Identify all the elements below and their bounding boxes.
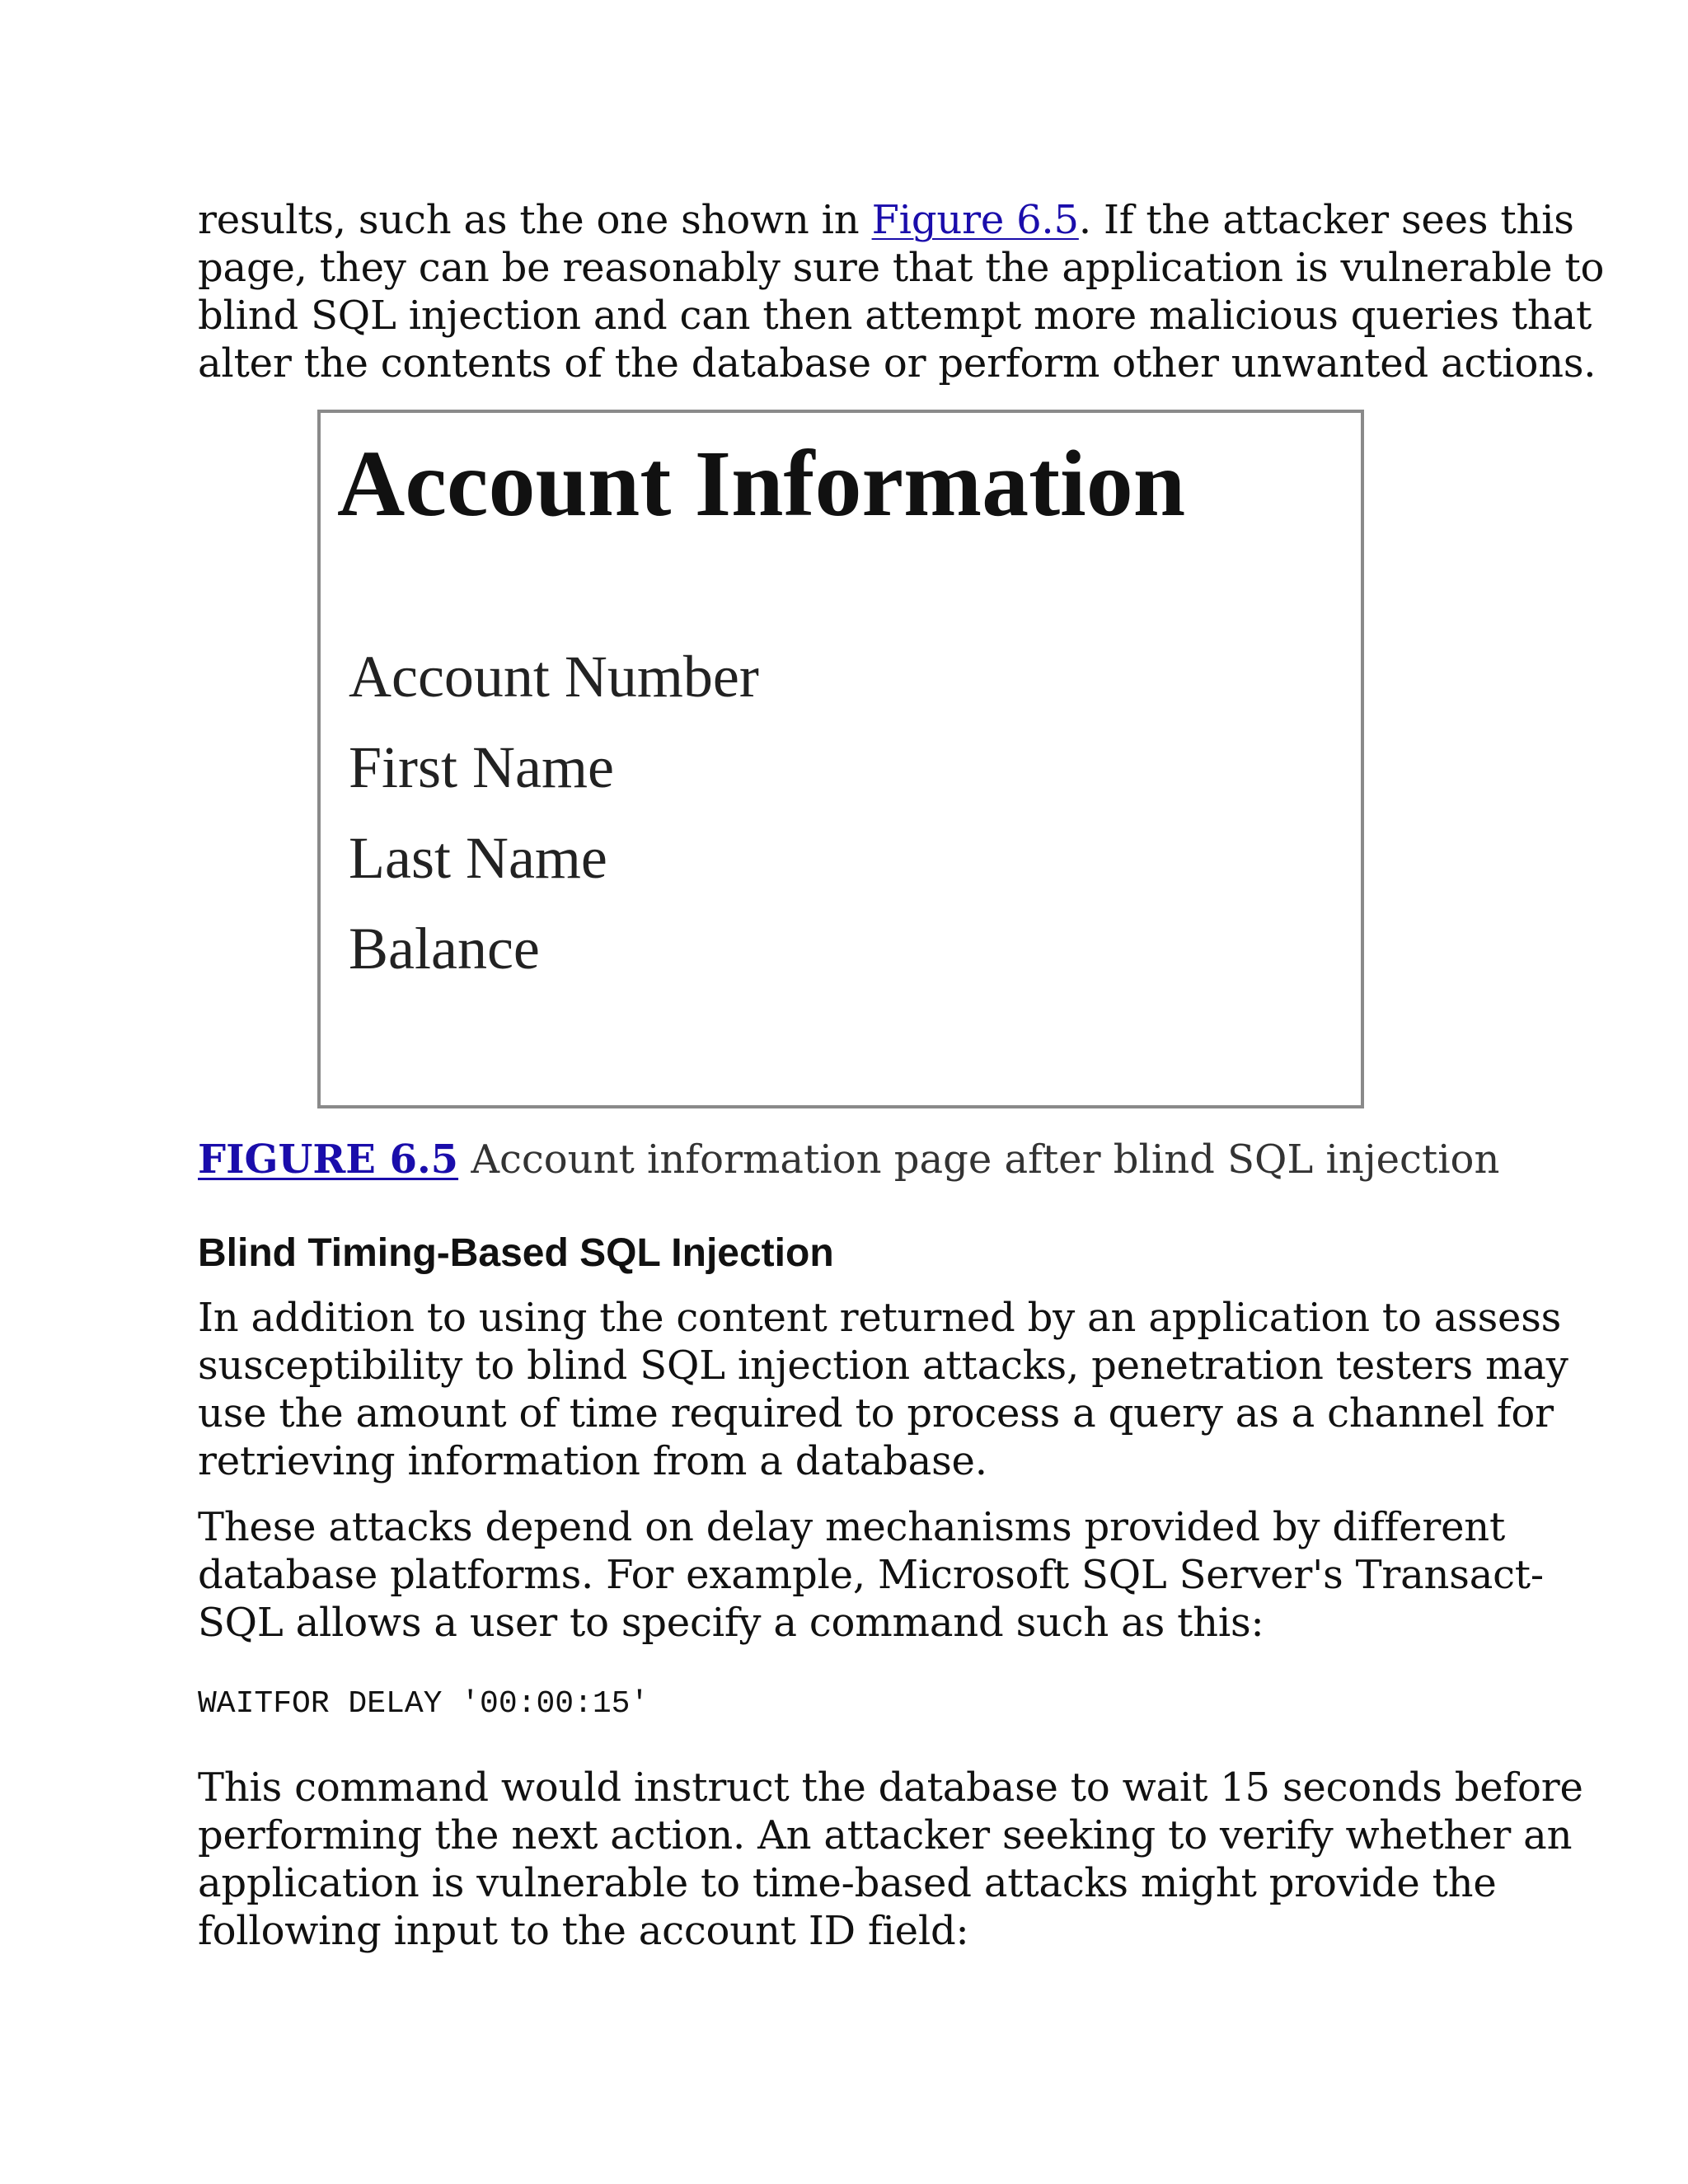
figure-6-5-link[interactable]: Figure 6.5 <box>871 197 1079 243</box>
intro-line-3: blind SQL injection and can then attempt more malicious queries that <box>198 293 1592 339</box>
intro-text-after-link: . If the attacker sees this <box>1078 197 1574 243</box>
intro-line-1 <box>198 196 1574 244</box>
section-heading: Blind Timing-Based SQL Injection <box>198 1231 834 1275</box>
section-paragraph-1 <box>198 1294 1568 1485</box>
figure-title: Account Information <box>337 431 1186 536</box>
figure-caption <box>198 1136 1499 1183</box>
section-paragraph-3 <box>198 1764 1583 1955</box>
figure-caption-label[interactable]: FIGURE 6.5 <box>198 1137 459 1183</box>
field-balance: Balance <box>349 916 540 982</box>
intro-line-2: page, they can be reasonably sure that the application is vulnerable to <box>198 245 1605 291</box>
intro-text: results, such as the one shown in <box>198 197 872 243</box>
section-paragraph-2 <box>198 1503 1544 1647</box>
figure-caption-text: Account information page after blind SQL injection <box>458 1137 1500 1183</box>
para2-line: database platforms. For example, Microsoft SQL Server's Transact- <box>198 1552 1544 1598</box>
field-first-name: First Name <box>349 734 614 800</box>
para3-line: This command would instruct the database to wait 15 seconds before <box>198 1765 1583 1811</box>
para1-line: retrieving information from a database. <box>198 1438 987 1484</box>
para3-line: following input to the account ID field: <box>198 1908 969 1954</box>
para1-line: In addition to using the content returned by an application to assess <box>198 1295 1562 1341</box>
field-account-number: Account Number <box>349 644 759 710</box>
para1-line: susceptibility to blind SQL injection attacks, penetration testers may <box>198 1343 1568 1389</box>
account-information-figure <box>317 410 1364 1108</box>
intro-paragraph <box>198 196 1605 387</box>
para3-line: application is vulnerable to time-based attacks might provide the <box>198 1860 1497 1906</box>
para2-line: SQL allows a user to specify a command such as this: <box>198 1600 1264 1646</box>
para3-line: performing the next action. An attacker seeking to verify whether an <box>198 1812 1573 1858</box>
code-snippet: WAITFOR DELAY '00:00:15' <box>198 1686 649 1722</box>
para2-line: These attacks depend on delay mechanisms provided by different <box>198 1504 1506 1550</box>
para1-line: use the amount of time required to process a query as a channel for <box>198 1390 1554 1436</box>
intro-line-4: alter the contents of the database or perform other unwanted actions. <box>198 340 1597 387</box>
field-last-name: Last Name <box>349 825 607 891</box>
